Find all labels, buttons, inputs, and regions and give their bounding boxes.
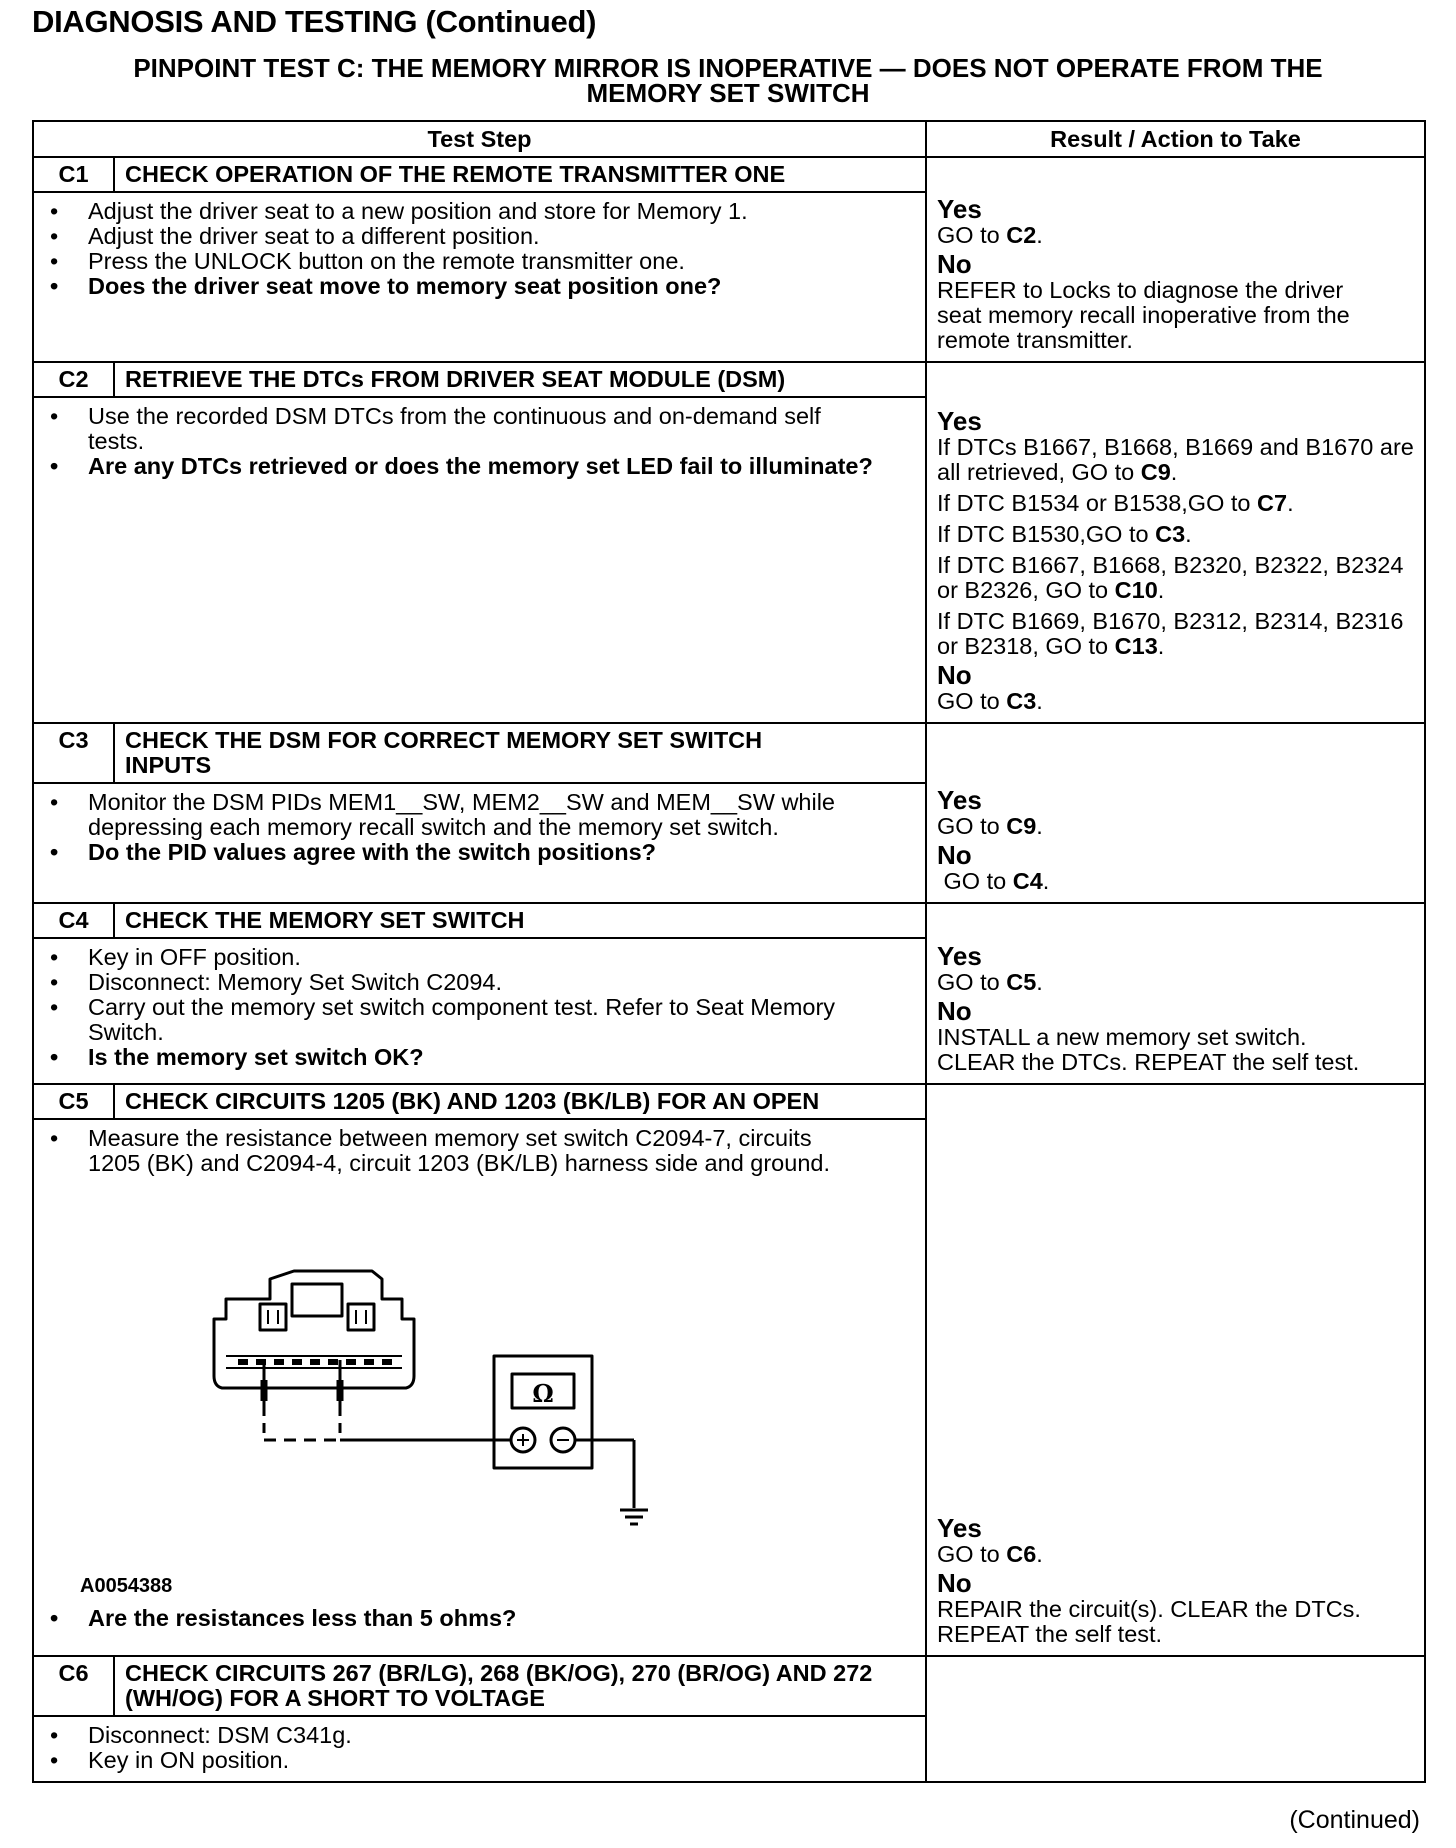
yes-label: Yes: [937, 406, 982, 436]
result-line: GO to C4.: [937, 868, 1050, 894]
figure-id: A0054388: [80, 1575, 173, 1597]
result-line: GO to C5.: [937, 969, 1043, 995]
result-line: GO to C3.: [937, 688, 1043, 714]
step-bullet: • Use the recorded DSM DTCs from the continuous and on-demand self tests.: [88, 404, 877, 454]
no-label: No: [937, 840, 972, 870]
pinpoint-test-title: PINPOINT TEST C: THE MEMORY MIRROR IS INOPERATIVE — DOES NOT OPERATE FROM THE MEMORY SET SWITCH: [133, 53, 1323, 108]
yes-label: Yes: [937, 785, 982, 815]
step-body: [33, 397, 926, 723]
result-line: REFER to Locks to diagnose the driver: [937, 277, 1344, 303]
result-line: REPEAT the self test.: [937, 1621, 1163, 1647]
step-bullet: • Disconnect: Memory Set Switch C2094.: [88, 970, 837, 995]
result-cell: [926, 903, 1425, 1084]
step-id: C3: [33, 723, 114, 783]
result-line: seat memory recall inoperative from the: [937, 302, 1350, 328]
ohm-symbol: Ω: [532, 1379, 554, 1408]
result-line: INSTALL a new memory set switch.: [937, 1024, 1307, 1050]
step-id: C2: [33, 362, 114, 397]
step-header: CHECK CIRCUITS 267 (BR/LG), 268 (BK/OG), 270 (BR/OG) AND 272 (WH/OG) FOR A SHORT TO VOLTAGE: [114, 1656, 926, 1716]
step-question: • Do the PID values agree with the switch positions?: [88, 840, 897, 865]
no-label: No: [937, 660, 972, 690]
step-header: CHECK CIRCUITS 1205 (BK) AND 1203 (BK/LB) FOR AN OPEN: [114, 1084, 926, 1119]
result-line: remote transmitter.: [937, 327, 1133, 353]
step-id: C1: [33, 157, 114, 192]
step-body: [33, 1119, 926, 1656]
no-label: No: [937, 996, 972, 1026]
step-question: • Does the driver seat move to memory seat position one?: [88, 274, 917, 299]
step-body: [33, 192, 926, 362]
step-question: • Is the memory set switch OK?: [88, 1045, 837, 1070]
step-header: RETRIEVE THE DTCs FROM DRIVER SEAT MODULE (DSM): [114, 362, 926, 397]
result-line: If DTC B1534 or B1538,GO to C7.: [937, 490, 1294, 516]
step-header: CHECK THE MEMORY SET SWITCH: [114, 903, 926, 938]
no-label: No: [937, 249, 972, 279]
step-bullet: • Monitor the DSM PIDs MEM1__SW, MEM2__SW and MEM__SW while depressing each memory recall switch and the memory set switch.: [88, 790, 897, 840]
no-label: No: [937, 1568, 972, 1598]
step-header: CHECK OPERATION OF THE REMOTE TRANSMITTER ONE: [114, 157, 926, 192]
step-bullet: • Carry out the memory set switch component test. Refer to Seat Memory Switch.: [88, 995, 837, 1045]
column-header-test-step: Test Step: [33, 121, 926, 157]
result-cell: [926, 1656, 1425, 1782]
step-question: • Are any DTCs retrieved or does the memory set LED fail to illuminate?: [88, 454, 877, 479]
step-bullet: • Disconnect: DSM C341g.: [88, 1723, 917, 1748]
yes-label: Yes: [937, 941, 982, 971]
result-cell: [926, 1084, 1425, 1656]
result-line: If DTC B1669, B1670, B2312, B2314, B2316 or B2318, GO to C13.: [937, 608, 1404, 659]
result-cell: [926, 362, 1425, 723]
step-bullet: • Adjust the driver seat to a different position.: [88, 224, 917, 249]
step-question: • Are the resistances less than 5 ohms?: [88, 1606, 917, 1631]
result-line: REPAIR the circuit(s). CLEAR the DTCs.: [937, 1596, 1361, 1622]
page-title: DIAGNOSIS AND TESTING (Continued): [32, 4, 597, 39]
continued-label: (Continued): [1289, 1806, 1420, 1834]
step-id: C6: [33, 1656, 114, 1716]
connector-diagram: [42, 1176, 917, 1606]
pinpoint-test-table: [32, 120, 1426, 1783]
yes-label: Yes: [937, 1513, 982, 1543]
step-id: C5: [33, 1084, 114, 1119]
result-line: GO to C6.: [937, 1541, 1043, 1567]
step-bullet: • Key in OFF position.: [88, 945, 837, 970]
step-body: [33, 783, 926, 903]
result-cell: [926, 157, 1425, 362]
column-header-result: Result / Action to Take: [926, 121, 1425, 157]
step-bullet: • Measure the resistance between memory set switch C2094-7, circuits 1205 (BK) and C2094-4, circuit 1203 (BK/LB) harness side and ground.: [88, 1126, 857, 1176]
result-line: If DTC B1667, B1668, B2320, B2322, B2324 or B2326, GO to C10.: [937, 552, 1404, 603]
resistance-test-illustration: [212, 1256, 692, 1556]
step-bullet: • Key in ON position.: [88, 1748, 917, 1773]
result-line: If DTCs B1667, B1668, B1669 and B1670 are all retrieved, GO to C9.: [937, 434, 1414, 485]
result-line: CLEAR the DTCs. REPEAT the self test.: [937, 1049, 1360, 1075]
result-line: GO to C2.: [937, 222, 1043, 248]
step-body: [33, 938, 926, 1084]
result-line: GO to C9.: [937, 813, 1043, 839]
result-line: If DTC B1530,GO to C3.: [937, 521, 1192, 547]
yes-label: Yes: [937, 194, 982, 224]
step-id: C4: [33, 903, 114, 938]
step-bullet: • Press the UNLOCK button on the remote transmitter one.: [88, 249, 917, 274]
step-bullet: • Adjust the driver seat to a new position and store for Memory 1.: [88, 199, 917, 224]
step-header: CHECK THE DSM FOR CORRECT MEMORY SET SWITCH INPUTS: [114, 723, 926, 783]
step-body: [33, 1716, 926, 1782]
result-cell: [926, 723, 1425, 903]
